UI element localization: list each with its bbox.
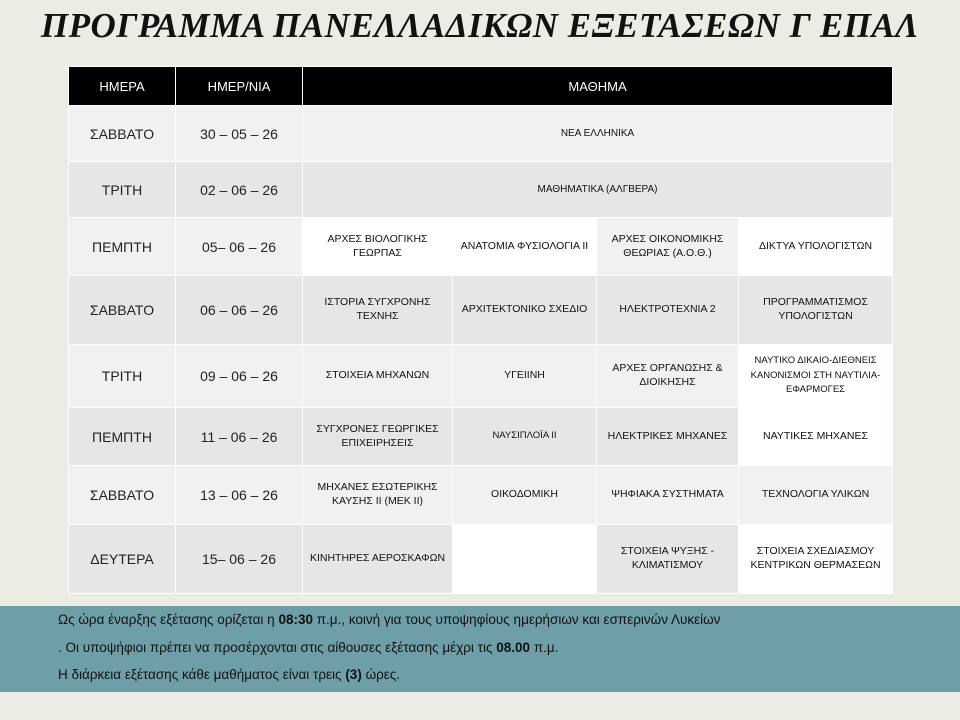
note-arrival-time: . Οι υποψήφιοι πρέπει να προσέρχονται στις αίθουσες εξέτασης μέχρι τις 08.00 π.μ. (58, 640, 559, 655)
header-day: ΗΜΕΡΑ (69, 67, 176, 106)
row-subject: ΝΑΥΤΙΚΟ ΔΙΚΑΙΟ-ΔΙΕΘΝΕΙΣ ΚΑΝΟΝΙΣΜΟΙ ΣΤΗ ΝΑΥΤΙΛΙΑ-ΕΦΑΡΜΟΓΕΣ (739, 345, 893, 408)
row-subject: ΚΙΝΗΤΗΡΕΣ ΑΕΡΟΣΚΑΦΩΝ (303, 525, 453, 594)
row-subject: ΣΤΟΙΧΕΙΑ ΣΧΕΔΙΑΣΜΟΥ ΚΕΝΤΡΙΚΩΝ ΘΕΡΜΑΣΕΩΝ (739, 525, 893, 594)
page-title: ΠΡΟΓΡΑΜΜΑ ΠΑΝΕΛΛΑΔΙΚΩΝ ΕΞΕΤΑΣΕΩΝ Γ ΕΠΑΛ (40, 6, 920, 45)
row-date: 02 – 06 – 26 (176, 162, 303, 218)
row-subject: ΙΣΤΟΡΙΑ ΣΥΓΧΡΟΝΗΣ ΤΕΧΝΗΣ (303, 276, 453, 345)
exam-schedule-table (68, 66, 893, 594)
row-day: ΔΕΥΤΕΡΑ (69, 525, 176, 594)
row-subject: ΗΛΕΚΤΡΟΤΕΧΝΙΑ 2 (597, 276, 739, 345)
row-subject: ΔΙΚΤΥΑ ΥΠΟΛΟΓΙΣΤΩΝ (739, 218, 893, 276)
row-subject: ΥΓΕΙΙΝΗ (453, 345, 597, 408)
table-row (69, 162, 893, 218)
table-row (69, 218, 893, 276)
row-subject: ΜΑΘΗΜΑΤΙΚΑ (ΑΛΓΒΕΡΑ) (303, 162, 893, 218)
row-day: ΣΑΒΒΑΤΟ (69, 276, 176, 345)
row-subject: ΣΤΟΙΧΕΙΑ ΜΗΧΑΝΩΝ (303, 345, 453, 408)
row-date: 30 – 05 – 26 (176, 106, 303, 162)
row-subject: ΑΡΧΕΣ ΟΙΚΟΝΟΜΙΚΗΣ ΘΕΩΡΙΑΣ (Α.Ο.Θ.) (597, 218, 739, 276)
row-subject (453, 525, 597, 594)
header-date: ΗΜΕΡ/ΝΙΑ (176, 67, 303, 106)
table-row (69, 106, 893, 162)
table-row (69, 466, 893, 525)
row-date: 06 – 06 – 26 (176, 276, 303, 345)
row-subject: ΨΗΦΙΑΚΑ ΣΥΣΤΗΜΑΤΑ (597, 466, 739, 525)
row-date: 11 – 06 – 26 (176, 408, 303, 466)
row-subject: ΣΤΟΙΧΕΙΑ ΨΥΞΗΣ - ΚΛΙΜΑΤΙΣΜΟΥ (597, 525, 739, 594)
table-header-row (69, 67, 893, 106)
note-start-time: Ως ώρα έναρξης εξέτασης ορίζεται η 08:30 π.μ., κοινή για τους υποψηφίους ημερήσιων και εσπερινών Λυκείων (58, 612, 721, 627)
header-subject: ΜΑΘΗΜΑ (303, 67, 893, 106)
row-subject: ΗΛΕΚΤΡΙΚΕΣ ΜΗΧΑΝΕΣ (597, 408, 739, 466)
row-subject: ΣΥΓΧΡΟΝΕΣ ΓΕΩΡΓΙΚΕΣ ΕΠΙΧΕΙΡΗΣΕΙΣ (303, 408, 453, 466)
row-day: ΠΕΜΠΤΗ (69, 408, 176, 466)
row-subject: ΤΕΧΝΟΛΟΓΙΑ ΥΛΙΚΩΝ (739, 466, 893, 525)
exam-notes (0, 606, 960, 692)
row-subject: ΝΑΥΣΙΠΛΟΪΑ ΙΙ (453, 408, 597, 466)
row-day: ΤΡΙΤΗ (69, 345, 176, 408)
row-date: 09 – 06 – 26 (176, 345, 303, 408)
row-day: ΣΑΒΒΑΤΟ (69, 466, 176, 525)
row-date: 15– 06 – 26 (176, 525, 303, 594)
row-subject: ΟΙΚΟΔΟΜΙΚΗ (453, 466, 597, 525)
row-subject: ΜΗΧΑΝΕΣ ΕΣΩΤΕΡΙΚΗΣ ΚΑΥΣΗΣ ΙΙ (ΜΕΚ ΙΙ) (303, 466, 453, 525)
row-subject: ΑΝΑΤΟΜΙΑ ΦΥΣΙΟΛΟΓΙΑ ΙΙ (453, 218, 597, 276)
row-date: 05– 06 – 26 (176, 218, 303, 276)
row-subject: ΠΡΟΓΡΑΜΜΑΤΙΣΜΟΣ ΥΠΟΛΟΓΙΣΤΩΝ (739, 276, 893, 345)
row-subject: ΑΡΧΙΤΕΚΤΟΝΙΚΟ ΣΧΕΔΙΟ (453, 276, 597, 345)
row-day: ΣΑΒΒΑΤΟ (69, 106, 176, 162)
table-row (69, 525, 893, 594)
row-subject: ΝΑΥΤΙΚΕΣ ΜΗΧΑΝΕΣ (739, 408, 893, 466)
row-date: 13 – 06 – 26 (176, 466, 303, 525)
row-day: ΤΡΙΤΗ (69, 162, 176, 218)
table-row (69, 276, 893, 345)
note-duration: Η διάρκεια εξέτασης κάθε μαθήματος είναι τρεις (3) ώρες. (58, 667, 401, 682)
row-subject: ΑΡΧΕΣ ΒΙΟΛΟΓΙΚΗΣ ΓΕΩΡΠΑΣ (303, 218, 453, 276)
table-row (69, 345, 893, 408)
row-subject: ΝΕΑ ΕΛΛΗΝΙΚΑ (303, 106, 893, 162)
table-row (69, 408, 893, 466)
row-subject: ΑΡΧΕΣ ΟΡΓΑΝΩΣΗΣ & ΔΙΟΙΚΗΣΗΣ (597, 345, 739, 408)
row-day: ΠΕΜΠΤΗ (69, 218, 176, 276)
